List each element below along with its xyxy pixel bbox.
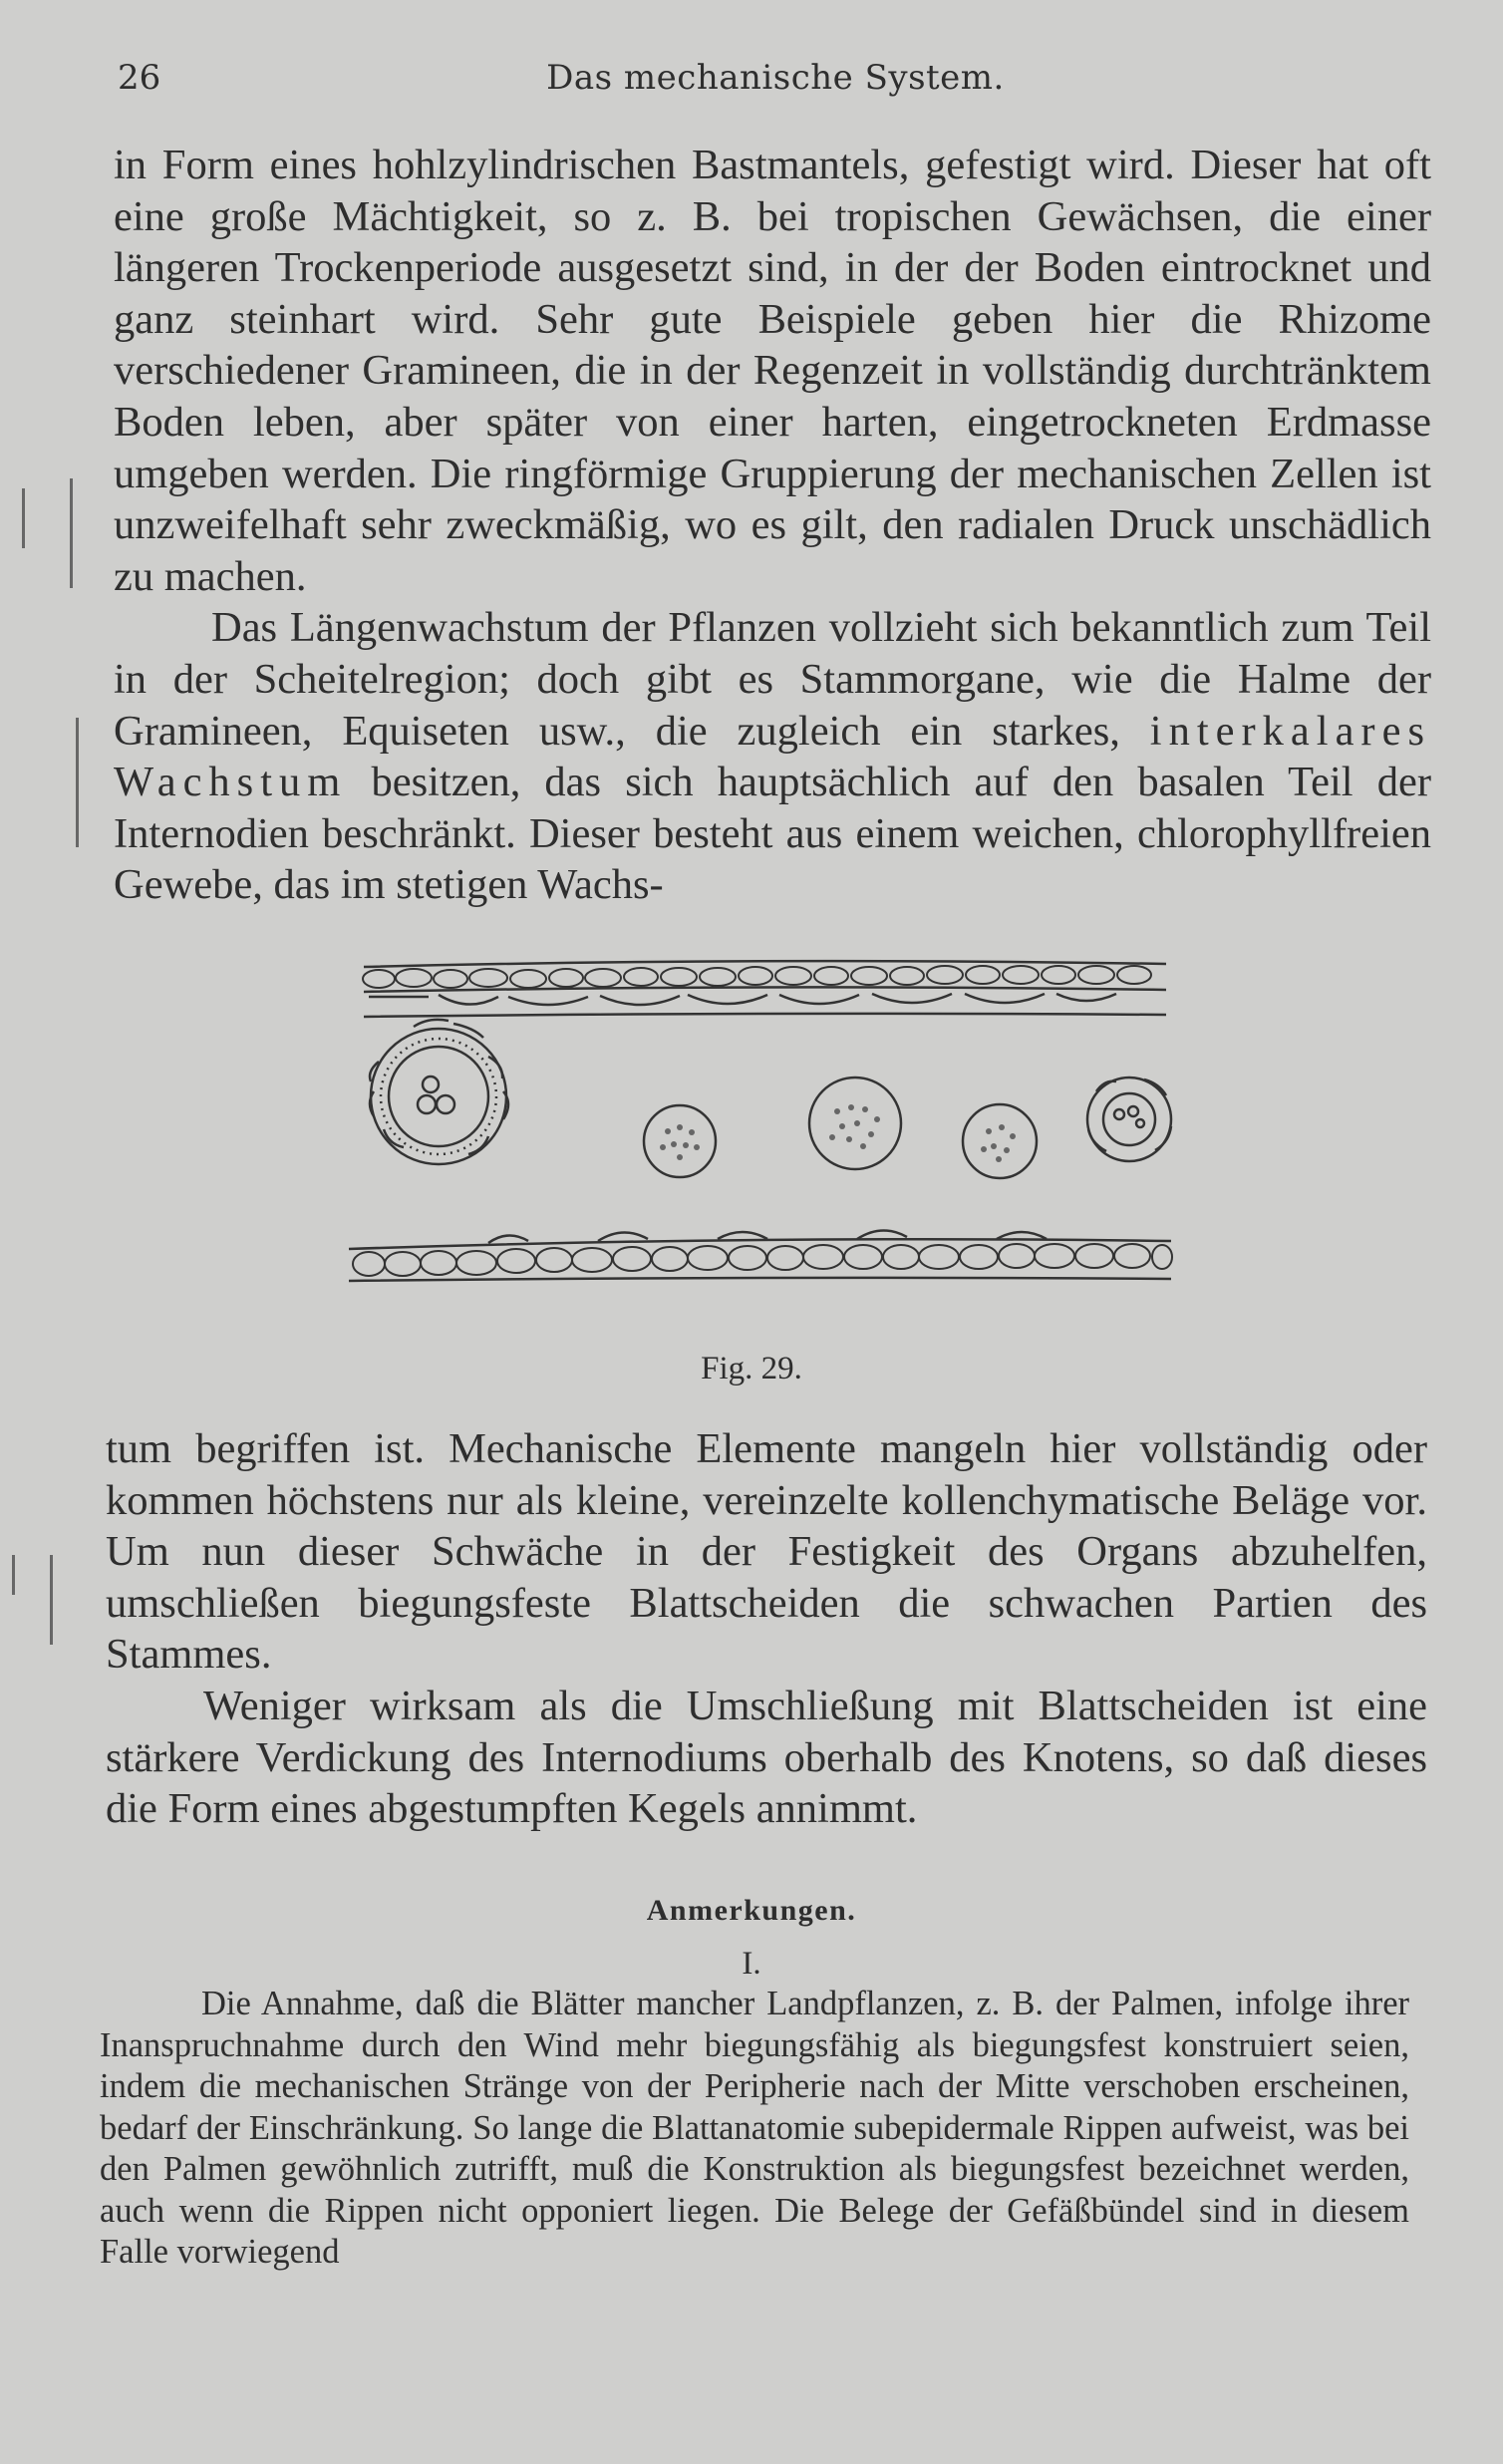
dotted-bundles xyxy=(644,1078,1037,1178)
margin-mark xyxy=(70,478,73,588)
body-text-upper xyxy=(114,140,1431,911)
margin-mark xyxy=(50,1555,53,1645)
small-ring-bundle xyxy=(1087,1078,1171,1161)
top-cell-band xyxy=(363,961,1166,1017)
notes-body xyxy=(100,1984,1409,2274)
fig-29-illustration xyxy=(339,952,1186,1331)
large-bundle xyxy=(370,1020,508,1164)
paragraph-2-emphasis: interkalares Wachstum xyxy=(114,707,1431,806)
paragraph-1: in Form eines hohlzylindrischen Bastmantels, gefestigt wird. Dieser hat oft eine große Mächtigkeit, so z. B. bei tropischen Gewächsen, die einer längeren Trockenperiode ausgesetzt sind, in der der Boden eintrocknet und ganz steinhart wird. Sehr gute Beispiele geben hier die Rhizome verschiedener Gramineen, die in der Regenzeit in vollständig durchtränktem Boden leben, aber später von einer harten, eingetrockneten Erdmasse umgeben werden. Die ringförmige Gruppierung der mechanischen Zellen ist unzweifelhaft sehr zweckmäßig, wo es gilt, den radialen Druck unschädlich zu machen. xyxy=(114,142,1431,600)
margin-mark xyxy=(22,488,25,548)
paragraph-2-end: besitzen, das sich hauptsächlich auf den basalen Teil der Internodien beschränkt. Dieser besteht aus einem weichen, chlorophyllfreien Gewebe, das im stetigen Wachs- xyxy=(114,759,1431,909)
paragraph-4: Weniger wirksam als die Umschließung mit Blattscheiden ist eine stärkere Verdickung des Internodiums oberhalb des Knotens, so daß dieses die Form eines abgestumpften Kegels annimmt. xyxy=(106,1682,1427,1833)
running-title: Das mechanische System. xyxy=(546,58,1005,98)
margin-mark xyxy=(76,718,79,847)
bottom-cell-band xyxy=(349,1230,1172,1281)
notes-number: I. xyxy=(742,1946,761,1982)
page-number: 26 xyxy=(118,58,161,98)
note-paragraph: Die Annahme, daß die Blätter mancher Landpflanzen, z. B. der Palmen, infolge ihrer Inanspruchnahme durch den Wind mehr biegungsfähig als biegungsfest konstruiert seien, indem die mechanischen Stränge von der Peripherie nach der Mitte verschoben erscheinen, bedarf der Einschränkung. So lange die Blattanatomie subepidermale Rippen aufweist, was bei den Palmen gewöhnlich zutrifft, muß die Konstruktion als biegungsfest bezeichnet werden, auch wenn die Rippen nicht opponiert liegen. Die Belege der Gefäßbündel sind in diesem Falle vorwiegend xyxy=(100,1985,1409,2271)
figure-caption: Fig. 29. xyxy=(701,1351,802,1386)
paragraph-3: tum begriffen ist. Mechanische Elemente mangeln hier vollständig oder kommen höchstens nur als kleine, vereinzelte kollenchymatische Beläge vor. Um nun dieser Schwäche in der Festigkeit des Organs abzuhelfen, umschließen biegungsfeste Blattscheiden die schwachen Partien des Stammes. xyxy=(106,1425,1427,1679)
paragraph-2-start: Das Längenwachstum der Pflanzen vollzieht sich bekanntlich zum Teil in der Scheitelregion; doch gibt es Stammorgane, wie die Halme der Gramineen, Equiseten usw., die zugleich ein starkes, xyxy=(114,604,1431,755)
body-text-lower xyxy=(106,1423,1427,1835)
page-header xyxy=(118,58,1433,108)
notes-heading: Anmerkungen. xyxy=(646,1894,857,1927)
margin-mark xyxy=(12,1555,15,1595)
paragraph-2 xyxy=(114,602,1431,911)
